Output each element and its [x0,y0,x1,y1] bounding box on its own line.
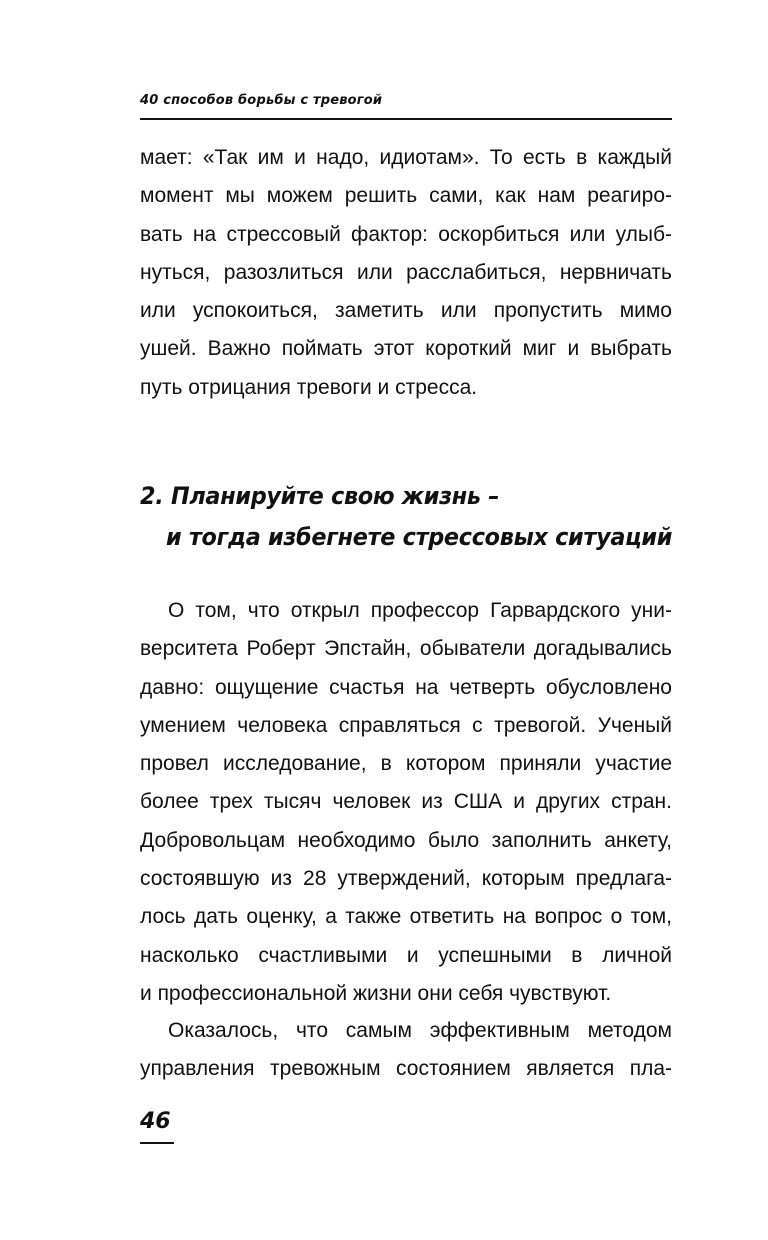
text-line: более трех тысяч человек из США и других стран. [140,790,672,814]
text-line: путь отрицания тревоги и стресса. [140,375,478,399]
text-line: О том, что открыл профессор Гарвардского уни- [168,599,672,622]
text-line: мает: «Так им и надо, идиотам». То есть в каждый [140,146,672,169]
text-line: ушей. Важно поймать этот короткий миг и выбрать [140,337,672,361]
text-line: Оказалось, что самым эффективным методом [168,1019,672,1042]
text-line: вать на стрессовый фактор: оскорбиться или улыб- [140,222,672,246]
text-line: состоявшую из 28 утверждений, которым предлага- [140,867,672,891]
text-line: давно: ощущение счастья на четверть обусловлено [140,675,672,699]
page-number: 46 [140,1106,174,1144]
paragraph-continued [140,139,672,407]
section-heading-line: 2. Планируйте свою жизнь – [140,482,500,510]
text-line: момент мы можем решить сами, как нам реагиро- [140,184,672,208]
paragraph [140,1012,672,1089]
text-line: и профессиональной жизни они себя чувствуют. [140,981,612,1005]
text-line: или успокоиться, заметить или пропустить мимо [140,299,672,323]
text-line: управления тревожным состоянием является пла- [140,1057,672,1081]
text-line: насколько счастливыми и успешными в личной [140,943,672,967]
text-line: умением человека справляться с тревогой. Ученый [140,713,672,737]
text-line: Добровольцам необходимо было заполнить анкету, [140,828,672,852]
running-header: 40 способов борьбы с тревогой [140,92,672,120]
section-heading [140,476,673,558]
text-line: нуться, разозлиться или расслабиться, нервничать [140,260,672,284]
section-heading-line: и тогда избегнете стрессовых ситуаций [166,523,673,551]
text-line: провел исследование, в котором приняли участие [140,752,672,776]
text-line: лось дать оценку, а также ответить на вопрос о том, [140,905,672,929]
paragraph [140,592,672,1013]
text-line: верситета Роберт Эпстайн, обыватели догадывались [140,637,672,661]
